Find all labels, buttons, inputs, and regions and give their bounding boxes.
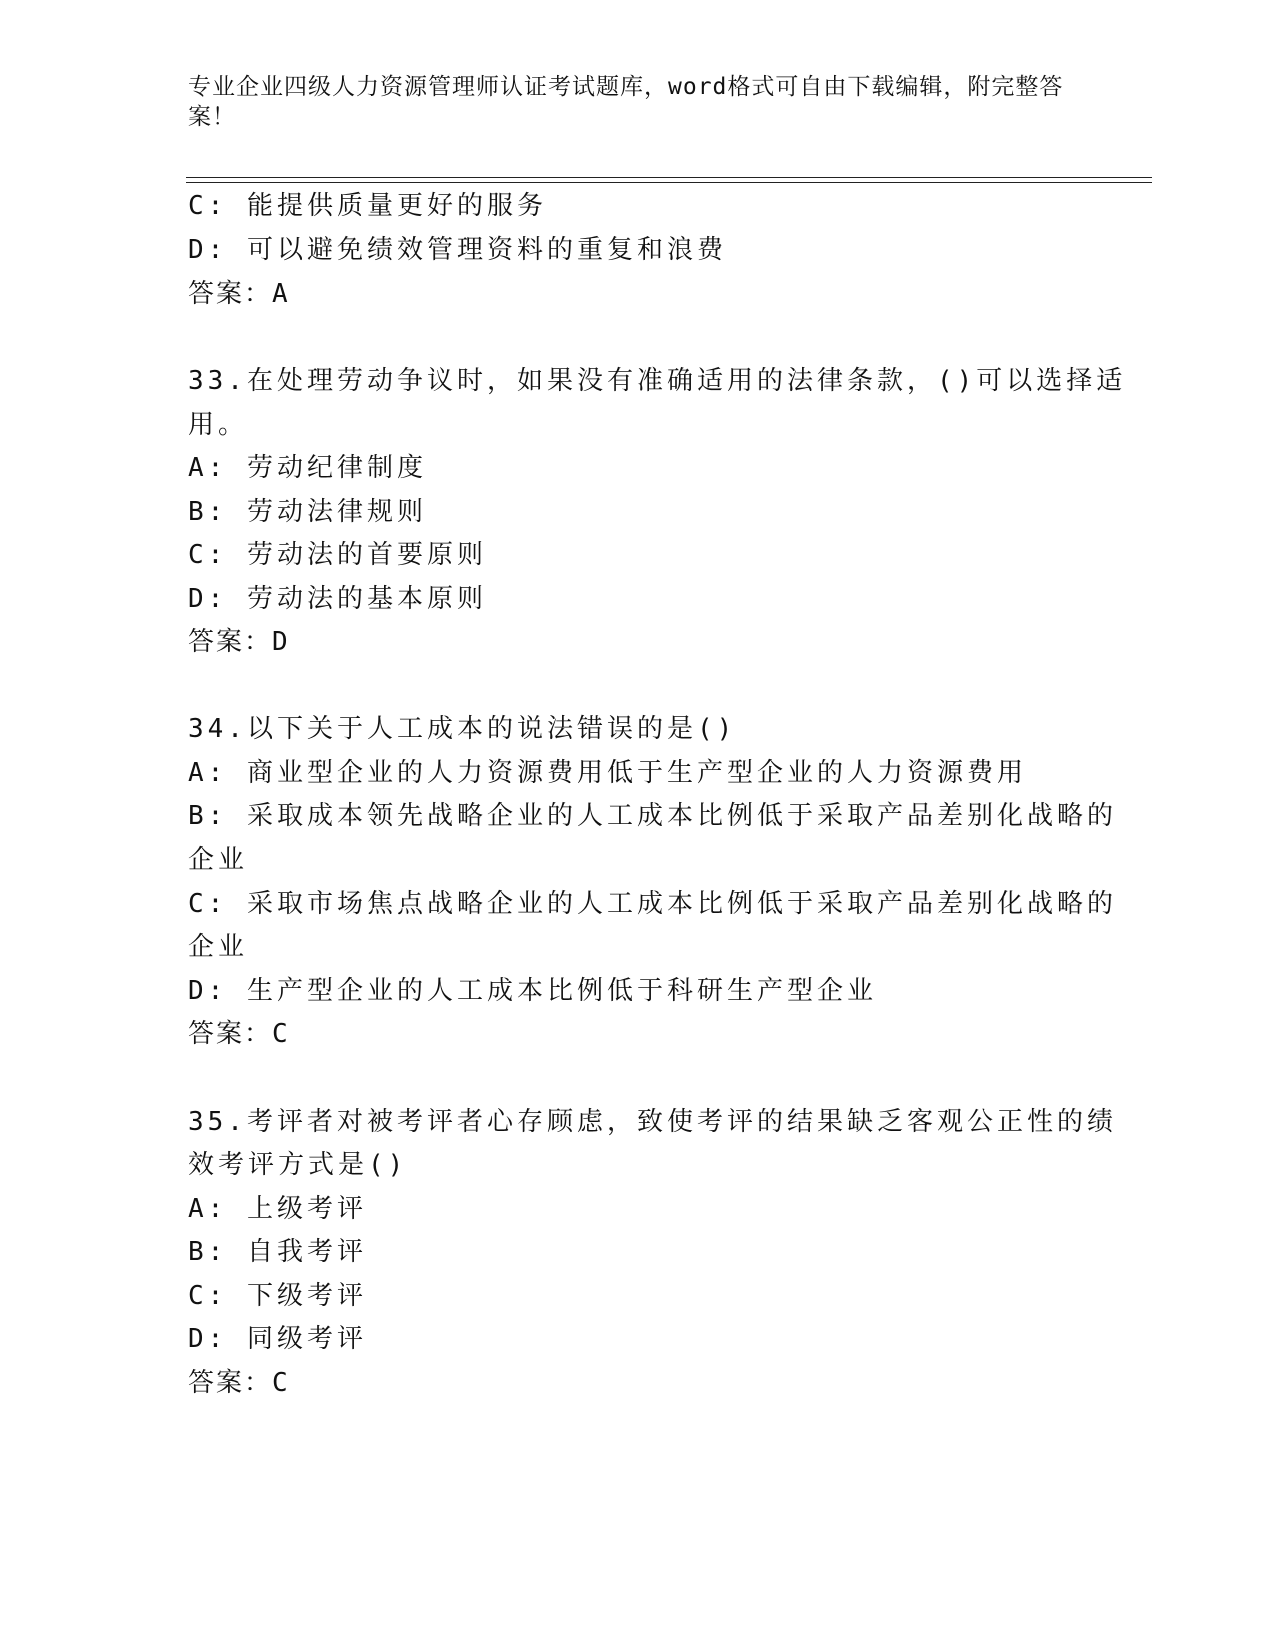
prev-option-c: C: 能提供质量更好的服务 [188,191,547,221]
q33-option-a: A: 劳动纪律制度 [188,453,427,483]
q33-option-d: D: 劳动法的基本原则 [188,584,487,614]
header-divider-top [186,177,1152,178]
q34-answer: 答案：C [188,1019,290,1049]
q35-option-d: D: 同级考评 [188,1324,367,1354]
q35-option-c: C: 下级考评 [188,1281,367,1311]
q33-option-c: C: 劳动法的首要原则 [188,540,487,570]
q33-answer: 答案：D [188,627,290,657]
q34-option-b-line-1: B: 采取成本领先战略企业的人工成本比例低于采取产品差别化战略的 [188,801,1117,831]
q33-option-b: B: 劳动法律规则 [188,497,427,527]
prev-option-d: D: 可以避免绩效管理资料的重复和浪费 [188,235,727,265]
q35-stem-line-1: 35.考评者对被考评者心存顾虑，致使考评的结果缺乏客观公正性的绩 [188,1107,1117,1137]
prev-answer: 答案：A [188,279,290,309]
header-divider-bottom [186,182,1152,183]
q34-option-c-line-1: C: 采取市场焦点战略企业的人工成本比例低于采取产品差别化战略的 [188,889,1117,919]
q35-option-b: B: 自我考评 [188,1237,367,1267]
q33-stem-line-1: 33.在处理劳动争议时，如果没有准确适用的法律条款，()可以选择适 [188,366,1127,396]
q34-option-b-line-2: 企业 [188,845,249,875]
document-header: 专业企业四级人力资源管理师认证考试题库，word格式可自由下载编辑，附完整答案！ [188,74,1064,130]
q33-stem-line-2: 用。 [188,410,249,440]
q35-option-a: A: 上级考评 [188,1194,367,1224]
q34-option-d: D: 生产型企业的人工成本比例低于科研生产型企业 [188,976,877,1006]
q34-option-c-line-2: 企业 [188,932,249,962]
q34-option-a: A: 商业型企业的人力资源费用低于生产型企业的人力资源费用 [188,758,1027,788]
q35-stem-line-2: 效考评方式是() [188,1150,408,1180]
q35-answer: 答案：C [188,1368,290,1398]
q34-stem-line-1: 34.以下关于人工成本的说法错误的是() [188,714,737,744]
